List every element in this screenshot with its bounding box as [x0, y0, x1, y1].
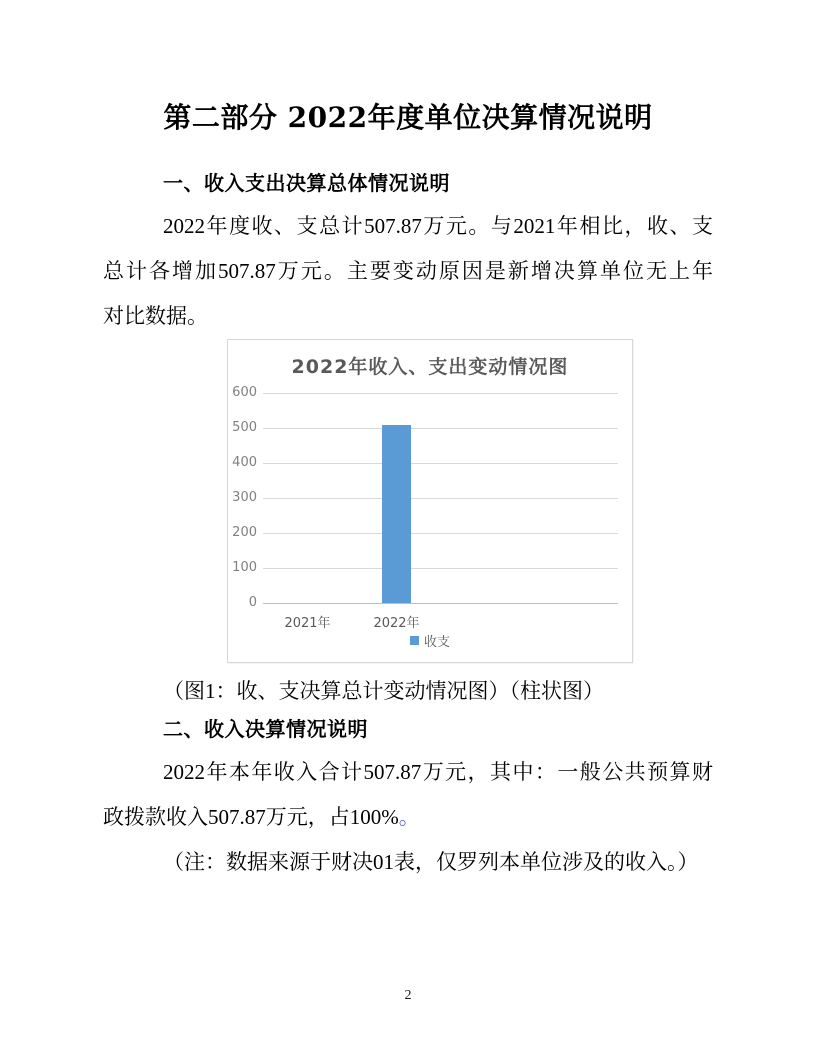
- paragraph-2: [103, 750, 713, 840]
- x-axis-line: [263, 603, 618, 604]
- y-tick-label: 600: [232, 385, 257, 400]
- legend-label: 收支: [423, 635, 450, 650]
- y-tick-label: 400: [232, 455, 257, 470]
- x-category-label: 2022年: [373, 616, 420, 631]
- text-line: 2022年本年收入合计507.87万元，其中：一般公共预算财: [163, 760, 713, 784]
- text-line: 政拨款收入507.87万元，占100%。: [103, 805, 420, 829]
- paragraph-1: [103, 204, 713, 339]
- note-text: （注：数据来源于财决01表，仅罗列本单位涉及的收入。）: [163, 850, 699, 874]
- gridline: [263, 568, 618, 569]
- chart-legend: [228, 631, 632, 650]
- section-1-heading: 一、收入支出决算总体情况说明: [163, 171, 450, 195]
- gridline: [263, 533, 618, 534]
- bar-2022年: [382, 425, 411, 603]
- y-tick-label: 300: [232, 490, 257, 505]
- gridline: [263, 393, 618, 394]
- gridline: [263, 428, 618, 429]
- section-2-heading: 二、收入决算情况说明: [163, 717, 368, 741]
- gridline: [263, 498, 618, 499]
- chart-title: 2022年收入、支出变动情况图: [291, 356, 569, 378]
- text-line: 对比数据。: [103, 304, 208, 328]
- document-title: 第二部分 2022年度单位决算情况说明: [163, 101, 653, 134]
- legend-swatch-icon: [410, 636, 419, 645]
- text-line: 总计各增加507.87万元。主要变动原因是新增决算单位无上年: [103, 259, 713, 283]
- gridline: [263, 463, 618, 464]
- y-tick-label: 100: [232, 560, 257, 575]
- figure-caption: （图1：收、支决算总计变动情况图）（柱状图）: [163, 679, 604, 703]
- page-number: 2: [404, 988, 412, 1003]
- x-category-label: 2021年: [284, 616, 331, 631]
- bar-chart: [227, 339, 633, 663]
- y-tick-label: 500: [232, 420, 257, 435]
- y-tick-label: 0: [248, 595, 257, 610]
- blue-period: 。: [398, 805, 420, 829]
- text-line: 2022年度收、支总计507.87万元。与2021年相比，收、支: [163, 214, 713, 238]
- y-tick-label: 200: [232, 525, 257, 540]
